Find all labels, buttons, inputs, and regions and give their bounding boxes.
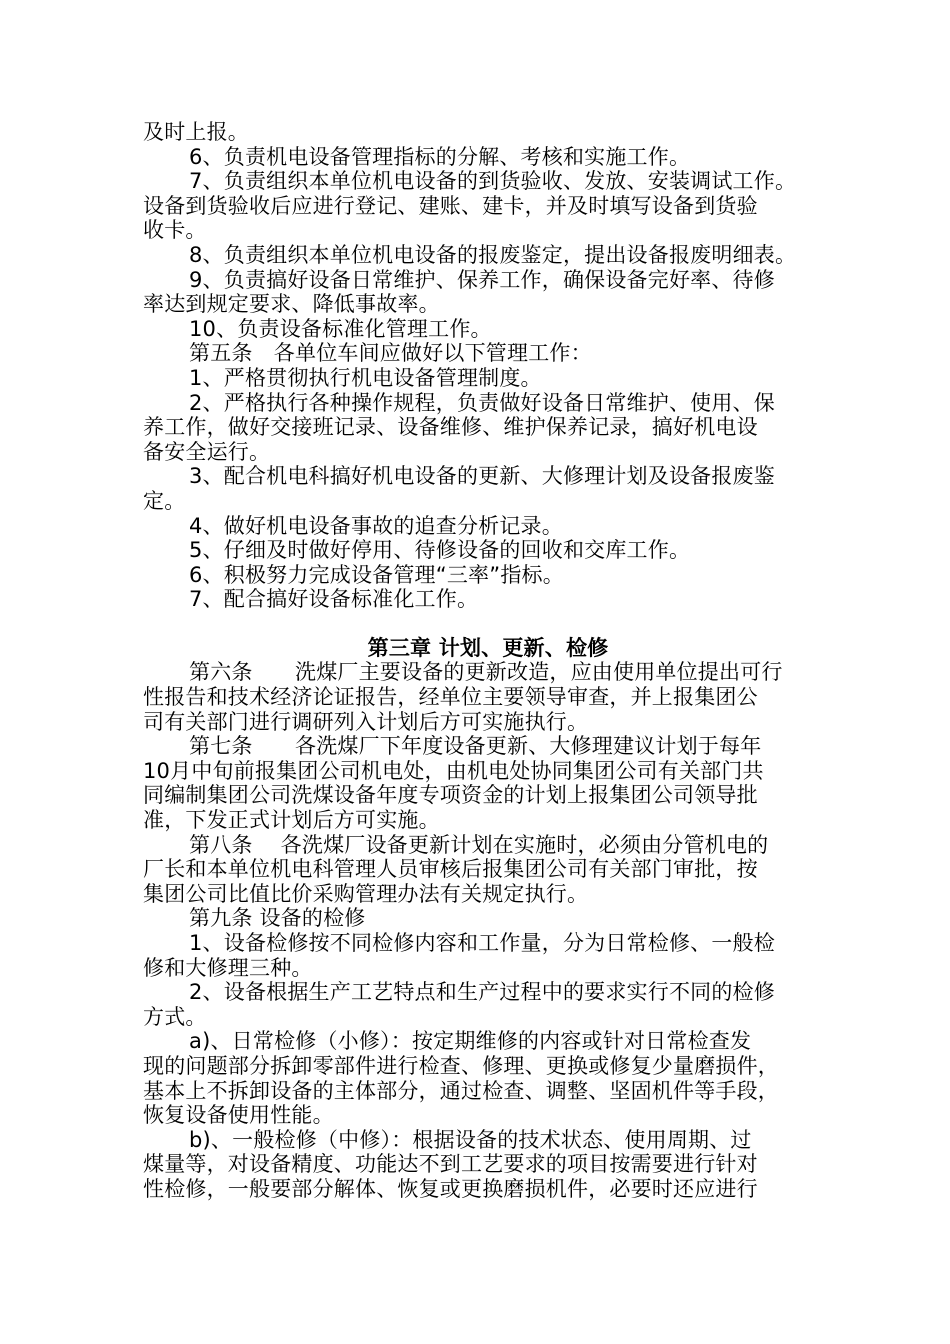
text-line: 10月中旬前报集团公司机电处，由机电处协同集团公司有关部门共 <box>143 758 764 783</box>
text-line: 8、负责组织本单位机电设备的报废鉴定，提出设备报废明细表。 <box>189 242 797 267</box>
chapter-heading: 第三章 计划、更新、检修 <box>367 635 609 660</box>
text-line: 准，下发正式计划后方可实施。 <box>143 808 440 833</box>
text-line: 1、严格贯彻执行机电设备管理制度。 <box>189 365 542 390</box>
text-line: 9、负责搞好设备日常维护、保养工作，确保设备完好率、待修 <box>189 267 775 292</box>
article-5-title: 第五条 各单位车间应做好以下管理工作： <box>189 341 592 366</box>
text-line: 设备到货验收后应进行登记、建账、建卡，并及时填写设备到货验 <box>143 193 758 218</box>
text-line: 同编制集团公司洗煤设备年度专项资金的计划上报集团公司领导批 <box>143 783 758 808</box>
text-line: 6、负责机电设备管理指标的分解、考核和实施工作。 <box>189 144 691 169</box>
text-line: a)、日常检修（小修）：按定期维修的内容或针对日常检查发 <box>189 1029 752 1054</box>
text-line: 性报告和技术经济论证报告，经单位主要领导审查，并上报集团公 <box>143 685 758 710</box>
paragraph-gap <box>143 612 823 636</box>
text-line: 修和大修理三种。 <box>143 955 313 980</box>
article-9-title: 第九条 设备的检修 <box>189 906 366 931</box>
text-line: 3、配合机电科搞好机电设备的更新、大修理计划及设备报废鉴 <box>189 464 775 489</box>
text-line: 4、做好机电设备事故的追查分析记录。 <box>189 513 563 538</box>
text-line: 性检修，一般要部分解体、恢复或更换磨损机件，必要时还应进行 <box>143 1176 758 1201</box>
article-8-title: 第八条 各洗煤厂设备更新计划在实施时，必须由分管机电的 <box>189 832 769 857</box>
text-line: 收卡。 <box>143 218 207 243</box>
text-line: 2、设备根据生产工艺特点和生产过程中的要求实行不同的检修 <box>189 980 775 1005</box>
text-line: 10、负责设备标准化管理工作。 <box>189 316 492 341</box>
article-7-title: 第七条 各洗煤厂下年度设备更新、大修理建议计划于每年 <box>189 734 762 759</box>
text-line: 率达到规定要求、降低事故率。 <box>143 292 440 317</box>
text-line: 1、设备检修按不同检修内容和工作量，分为日常检修、一般检 <box>189 931 775 955</box>
text-line: 煤量等，对设备精度、功能达不到工艺要求的项目按需要进行针对 <box>143 1152 758 1177</box>
text-line: 恢复设备使用性能。 <box>143 1103 334 1128</box>
text-line: 厂长和本单位机电科管理人员审核后报集团公司有关部门审批，按 <box>143 857 758 882</box>
text-line: b)、一般检修（中修）：根据设备的技术状态、使用周期、过 <box>189 1127 752 1152</box>
text-line: 定。 <box>143 488 186 513</box>
text-line: 备安全运行。 <box>143 439 271 464</box>
text-line: 7、配合搞好设备标准化工作。 <box>189 587 479 612</box>
text-line: 养工作，做好交接班记录、设备维修、维护保养记录，搞好机电设 <box>143 415 758 440</box>
text-line: 2、严格执行各种操作规程，负责做好设备日常维护、使用、保 <box>189 390 775 415</box>
text-line: 6、积极努力完成设备管理“三率”指标。 <box>189 562 564 587</box>
text-line: 基本上不拆卸设备的主体部分，通过检查、调整、坚固机件等手段， <box>143 1078 779 1103</box>
text-line: 司有关部门进行调研列入计划后方可实施执行。 <box>143 709 589 734</box>
text-line: 7、负责组织本单位机电设备的到货验收、发放、安装调试工作。 <box>189 169 797 194</box>
text-line: 5、仔细及时做好停用、待修设备的回收和交库工作。 <box>189 538 691 563</box>
text-line: 集团公司比值比价采购管理办法有关规定执行。 <box>143 881 589 906</box>
text-line: 及时上报。 <box>143 120 249 144</box>
text-line: 方式。 <box>143 1004 207 1029</box>
article-6-title: 第六条 洗煤厂主要设备的更新改造，应由使用单位提出可行 <box>189 660 783 685</box>
document-page <box>143 120 823 1202</box>
text-line: 现的问题部分拆卸零部件进行检查、修理、更换或修复少量磨损件， <box>143 1053 779 1078</box>
